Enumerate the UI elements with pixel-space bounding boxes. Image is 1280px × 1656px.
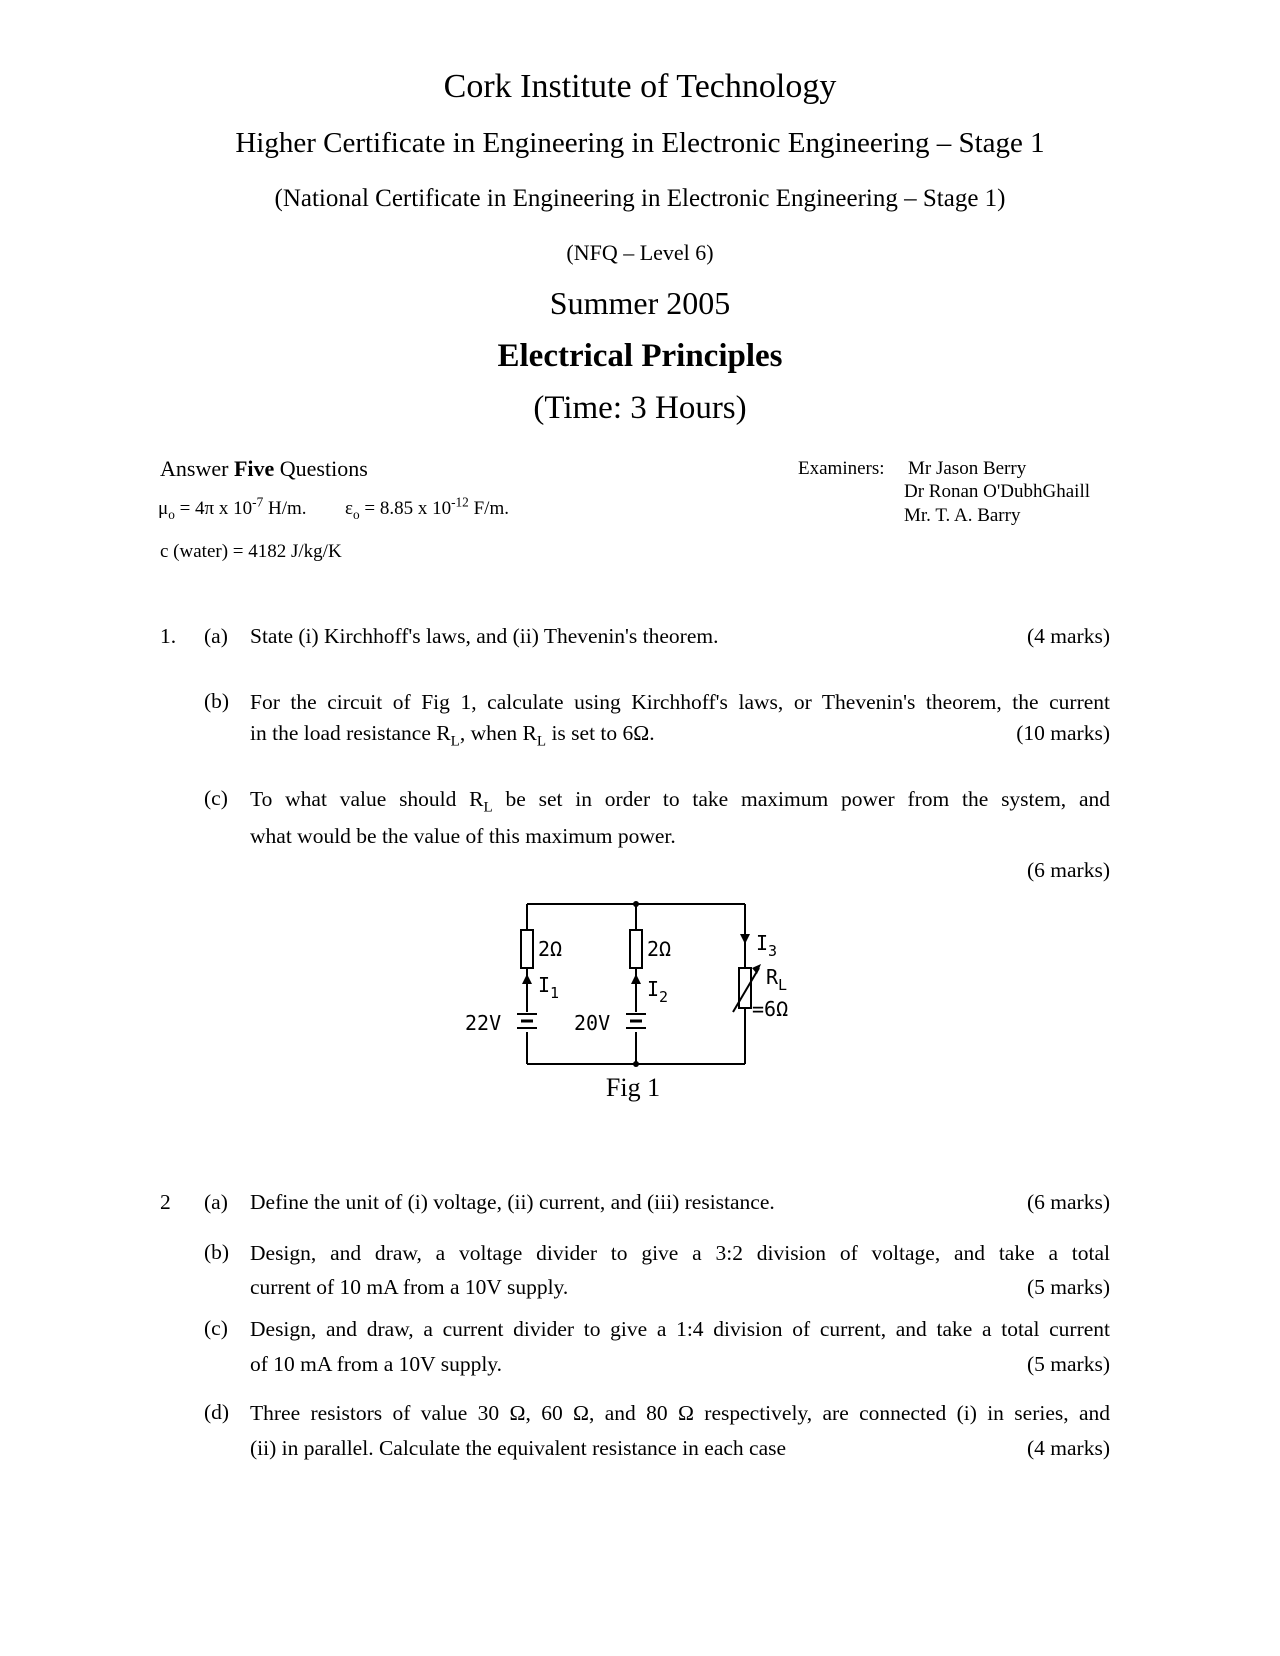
label-rl-sub: L [778, 976, 788, 994]
answer-post: Questions [274, 456, 368, 481]
mu-subscript: o [168, 506, 175, 522]
mu-value: = 4π x 10 [174, 498, 253, 519]
alt-course-title: (National Certificate in Engineering in Electronic Engineering – Stage 1) [274, 185, 1006, 212]
examiners-label: Examiners: [798, 458, 885, 479]
course-title: Higher Certificate in Engineering in Electronic Engineering – Stage 1 [235, 127, 1045, 159]
examiner-1: Mr Jason Berry [908, 458, 1027, 479]
label-r1: 2Ω [538, 937, 563, 961]
answer-count: Five [233, 456, 275, 481]
q1-c-subscript: L [483, 799, 493, 816]
q2-c-marks: (5 marks) [1027, 1352, 1110, 1376]
arrow-i2 [631, 974, 641, 984]
label-i1-main: I [538, 973, 551, 997]
q2-c-label: (c) [204, 1316, 228, 1340]
label-i1 [538, 973, 559, 1002]
label-i3-main: I [756, 931, 769, 955]
q2-a-text: Define the unit of (i) voltage, (ii) current, and (iii) resistance. [250, 1190, 775, 1214]
epsilon-value: = 8.85 x 10 [359, 498, 452, 519]
q2-d-marks: (4 marks) [1027, 1436, 1110, 1460]
label-r2: 2Ω [647, 937, 672, 961]
label-i3-sub: 3 [768, 942, 778, 960]
fig1-caption: Fig 1 [605, 1073, 661, 1102]
q1-b-subscript-1: L [450, 733, 460, 750]
q2-d-line1: Three resistors of value 30 Ω, 60 Ω, and 80 Ω respectively, are connected (i) in series, and [250, 1401, 1110, 1425]
q2-a-label: (a) [204, 1190, 228, 1214]
q2-a-marks: (6 marks) [1027, 1190, 1110, 1214]
answer-pre: Answer [160, 456, 234, 481]
q2-c-line2: of 10 mA from a 10V supply. [250, 1352, 503, 1376]
mu-exponent: -7 [252, 494, 264, 510]
q1-a-marks: (4 marks) [1027, 624, 1110, 648]
subject-title: Electrical Principles [497, 338, 783, 374]
arrow-i1 [522, 974, 532, 984]
label-i2-main: I [647, 977, 660, 1001]
q1-c-marks: (6 marks) [1027, 858, 1110, 882]
q1-b-line2-pre: in the load resistance R [250, 721, 451, 745]
epsilon-subscript: o [352, 506, 360, 522]
label-rl [766, 965, 787, 994]
resistor-r2 [630, 930, 642, 968]
institution-title: Cork Institute of Technology [443, 68, 837, 105]
q1-b-label: (b) [204, 689, 230, 713]
epsilon-unit: F/m. [468, 498, 509, 519]
label-i2 [647, 977, 668, 1006]
q1-a-label: (a) [204, 624, 228, 648]
q2-b-marks: (5 marks) [1027, 1275, 1110, 1299]
q2-d-line2: (ii) in parallel. Calculate the equivalent resistance in each case [250, 1436, 787, 1460]
label-i1-sub: 1 [550, 984, 560, 1002]
q2-b-label: (b) [204, 1240, 230, 1264]
mu-symbol: μ [158, 498, 169, 519]
q1-c-line2: what would be the value of this maximum power. [250, 824, 676, 848]
q1-a-text: State (i) Kirchhoff's laws, and (ii) Thevenin's theorem. [250, 624, 719, 648]
q2-b-line2: current of 10 mA from a 10V supply. [250, 1275, 569, 1299]
exam-session: Summer 2005 [549, 285, 731, 321]
label-20v: 20V [574, 1011, 611, 1035]
q1-c-line1-pre: To what value should R [250, 787, 484, 811]
arrow-rl-tip [752, 964, 761, 974]
examiner-3: Mr. T. A. Barry [904, 505, 1021, 526]
q1-b-line2-mid: , when R [459, 721, 537, 745]
q2-d-label: (d) [204, 1400, 230, 1424]
q1-b-marks: (10 marks) [1016, 721, 1110, 745]
label-rl-value: =6Ω [752, 997, 789, 1021]
exam-time: (Time: 3 Hours) [533, 390, 747, 426]
q2-number: 2 [160, 1190, 171, 1214]
q2-b-line1: Design, and draw, a voltage divider to give a 3:2 division of voltage, and take a total [250, 1241, 1110, 1265]
nfq-level: (NFQ – Level 6) [566, 240, 714, 265]
epsilon-symbol: ε [345, 498, 353, 519]
q1-c-line1-post: be set in order to take maximum power from the system, and [492, 787, 1110, 811]
arrow-i3 [740, 934, 750, 944]
resistor-rl [739, 968, 751, 1008]
examiner-2: Dr Ronan O'DubhGhaill [904, 481, 1091, 502]
q1-c-label: (c) [204, 786, 228, 810]
q1-b-subscript-2: L [536, 733, 547, 750]
label-i3 [756, 931, 777, 960]
water-heat-capacity: c (water) = 4182 J/kg/K [160, 541, 342, 562]
label-i2-sub: 2 [659, 988, 669, 1006]
resistor-r1 [521, 930, 533, 968]
q1-b-line2-post: is set to 6Ω. [546, 721, 655, 745]
epsilon-exponent: -12 [451, 494, 469, 510]
q1-b-line1: For the circuit of Fig 1, calculate using Kirchhoff's laws, or Thevenin's theorem, the current [250, 690, 1110, 714]
label-22v: 22V [465, 1011, 502, 1035]
mu-unit: H/m. [263, 498, 307, 519]
q2-c-line1: Design, and draw, a current divider to give a 1:4 division of current, and take a total current [250, 1317, 1110, 1341]
label-rl-main: R [766, 965, 779, 989]
q1-number: 1. [160, 624, 177, 648]
